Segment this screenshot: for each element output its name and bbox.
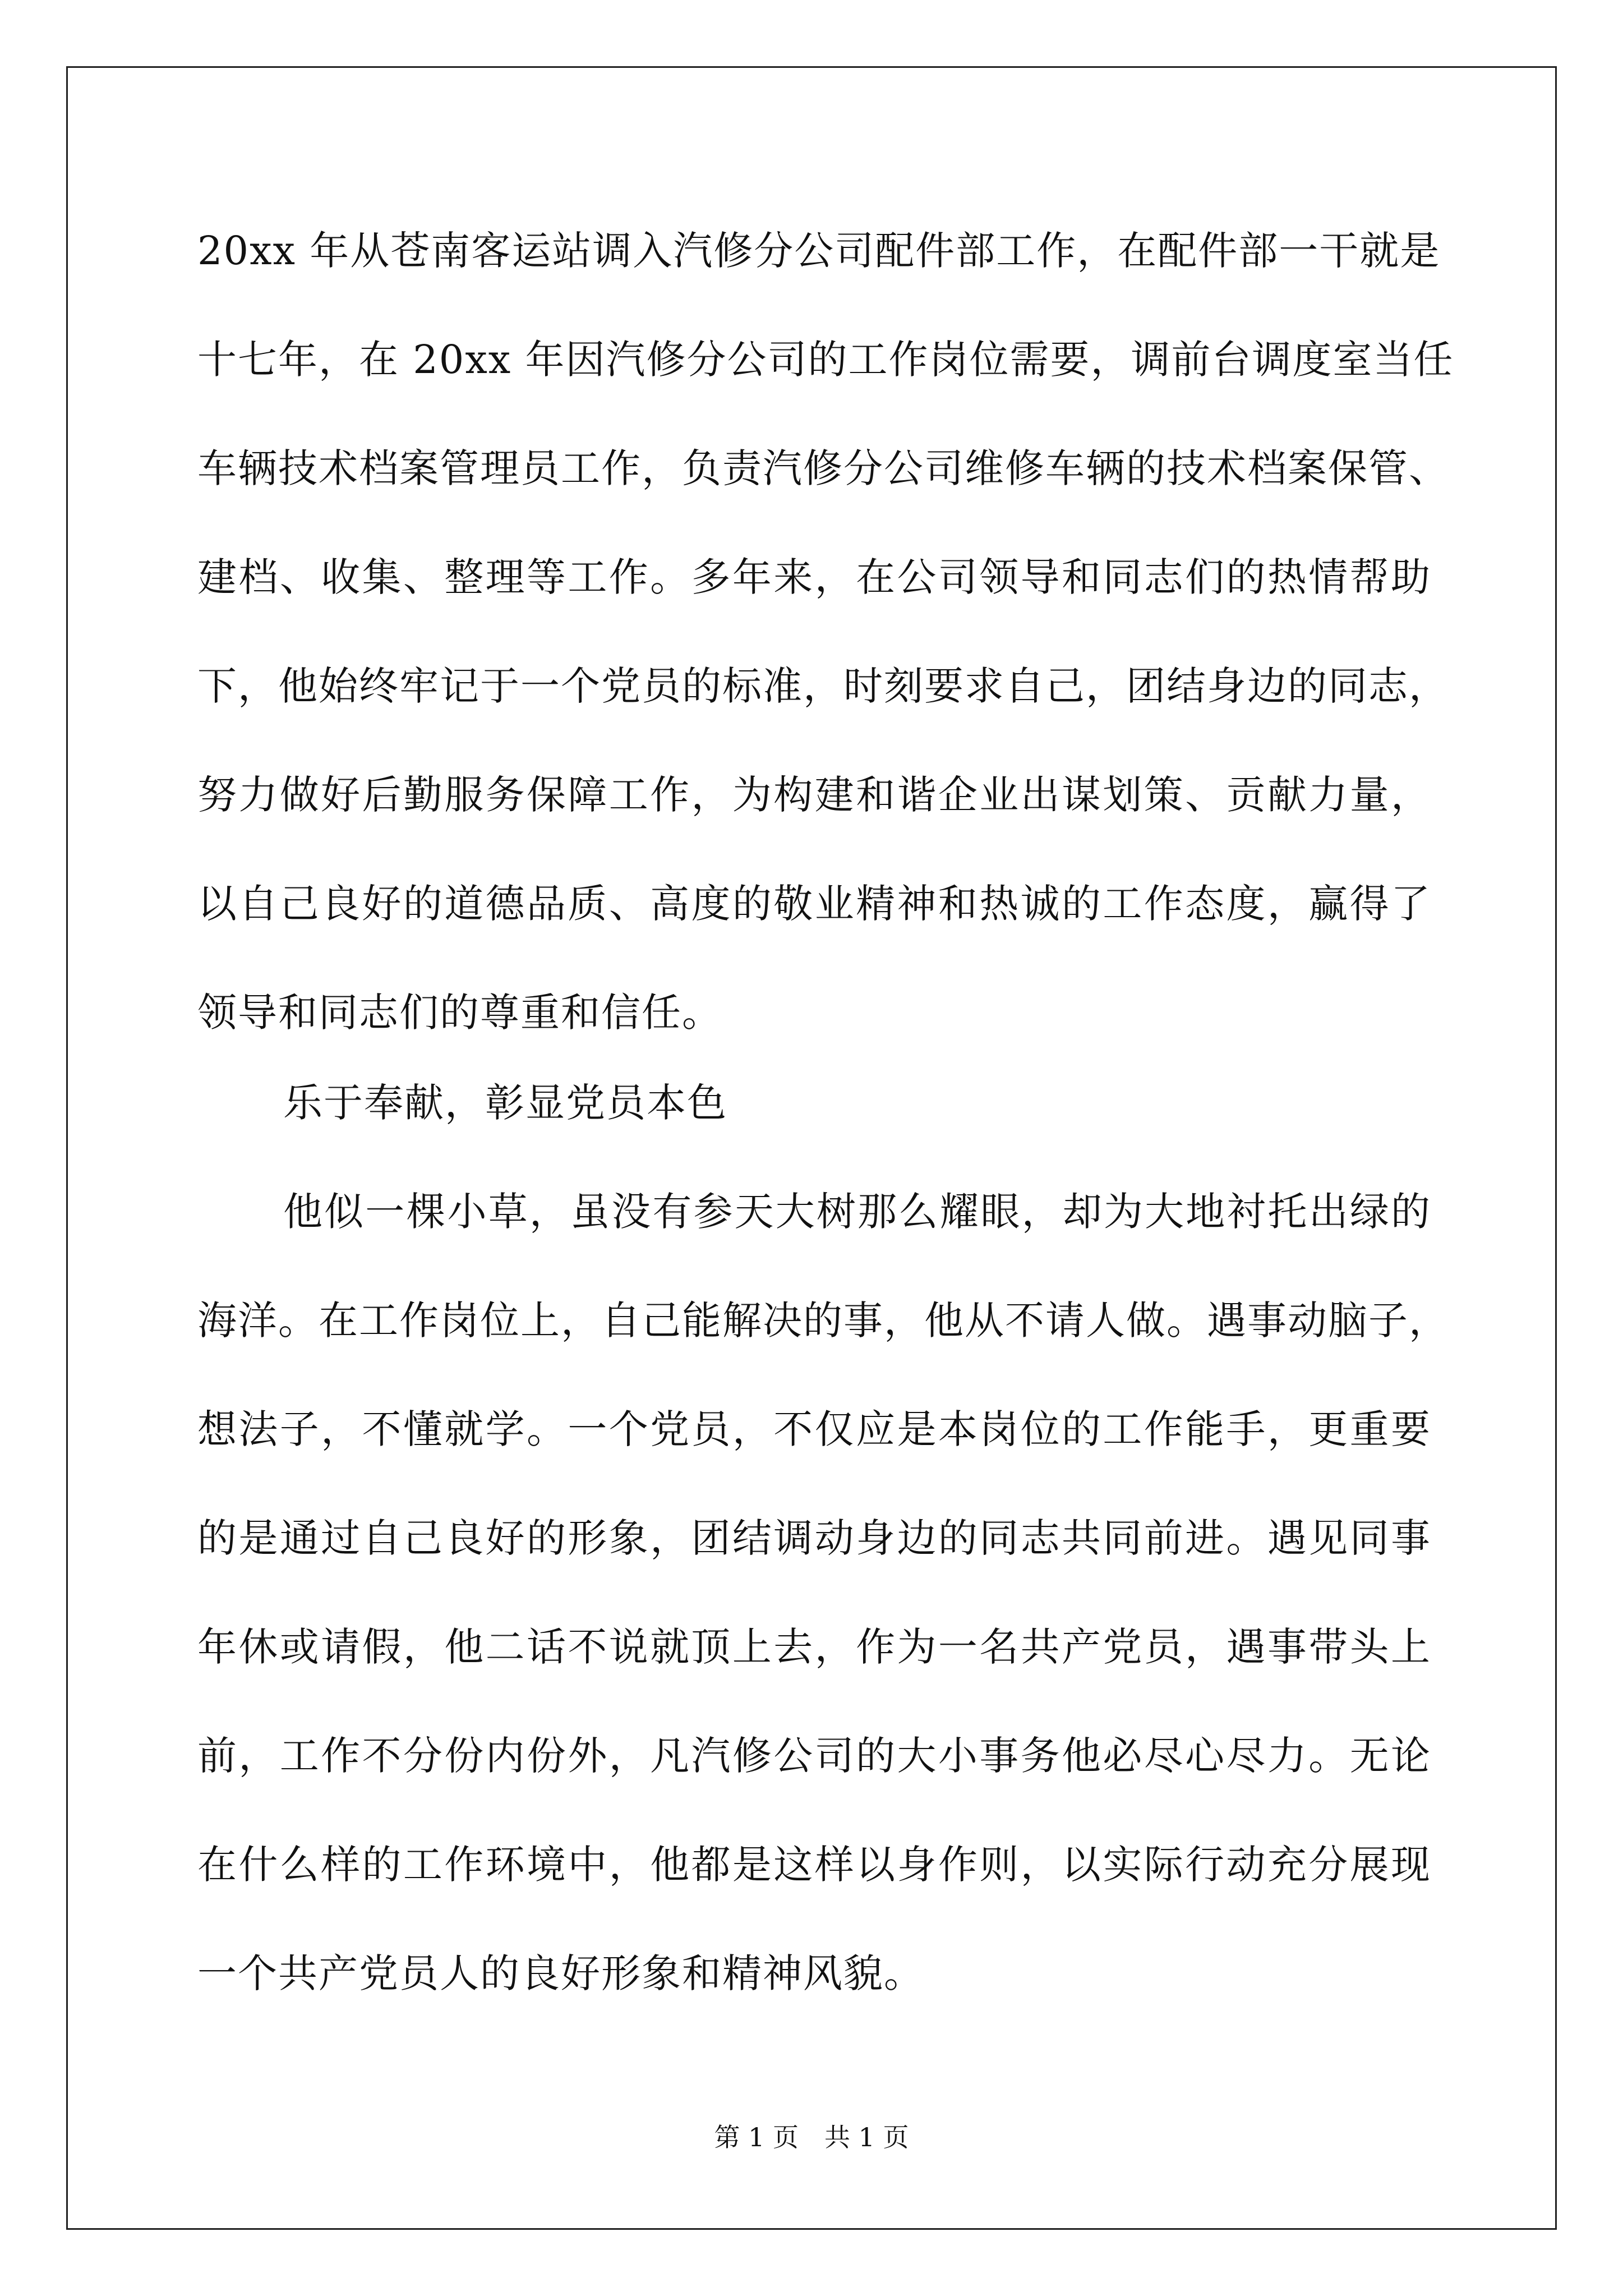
paragraph-1-line-6: 努力做好后勤服务保障工作，为构建和谐企业出谋划策、贡献力量， (197, 772, 1431, 818)
page-border (66, 66, 1557, 2230)
paragraph-1-line-2: 十七年，在 20xx 年因汽修分公司的工作岗位需要，调前台调度室当任 (197, 337, 1454, 383)
paragraph-1-line-4: 建档、收集、整理等工作。多年来，在公司领导和同志们的热情帮助 (197, 554, 1431, 600)
paragraph-2-line-7: 在什么样的工作环境中，他都是这样以身作则，以实际行动充分展现 (197, 1842, 1431, 1888)
paragraph-2-line-1: 他似一棵小草，虽没有参天大树那么耀眼，却为大地衬托出绿的 (283, 1189, 1431, 1235)
paragraph-1-line-3: 车辆技术档案管理员工作，负责汽修分公司维修车辆的技术档案保管、 (197, 445, 1449, 491)
paragraph-2-line-3: 想法子，不懂就学。一个党员，不仅应是本岗位的工作能手，更重要 (197, 1406, 1431, 1452)
paragraph-1-line-8: 领导和同志们的尊重和信任。 (197, 990, 722, 1036)
paragraph-1-line-5: 下，他始终牢记于一个党员的标准，时刻要求自己，团结身边的同志， (197, 663, 1449, 709)
paragraph-2-line-5: 年休或请假，他二话不说就顶上去，作为一名共产党员，遇事带头上 (197, 1624, 1431, 1670)
paragraph-1-line-1: 20xx 年从苍南客运站调入汽修分公司配件部工作，在配件部一干就是 (197, 228, 1441, 274)
paragraph-2-line-4: 的是通过自己良好的形象，团结调动身边的同志共同前进。遇见同事 (197, 1515, 1431, 1561)
page-number: 第 1 页 (714, 2122, 799, 2152)
section-heading: 乐于奉献，彰显党员本色 (283, 1080, 727, 1126)
paragraph-2-line-8: 一个共产党员人的良好形象和精神风貌。 (197, 1950, 924, 1996)
paragraph-2-line-2: 海洋。在工作岗位上，自己能解决的事，他从不请人做。遇事动脑子， (197, 1297, 1449, 1343)
page-total: 共 1 页 (824, 2122, 909, 2152)
page-footer (0, 2120, 1623, 2154)
paragraph-2-line-6: 前，工作不分份内份外，凡汽修公司的大小事务他必尽心尽力。无论 (197, 1733, 1431, 1779)
paragraph-1-line-7: 以自己良好的道德品质、高度的敬业精神和热诚的工作态度，赢得了 (197, 881, 1431, 927)
